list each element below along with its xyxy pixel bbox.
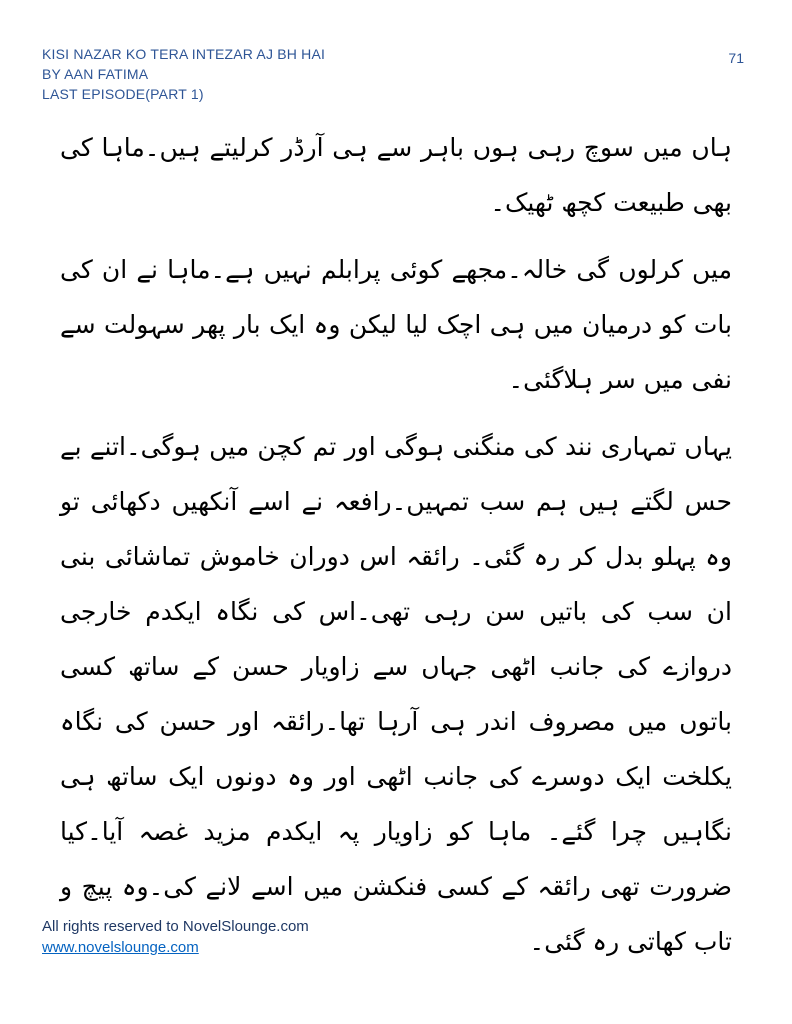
paragraph: یہاں تمہاری نند کی منگنی ہوگی اور تم کچن میں ہوگی۔اتنے بے حس لگتے ہیں ہم سب تمہیں۔رافعہ نے اسے آنکھیں دکھائی تو وہ پہلو بدل کر رہ گئی۔ رائقہ اس دوران خاموش تماشائی بنی ان سب کی باتیں سن رہی تھی۔اس کی نگاہ ایکدم خارجی دروازے کی جانب اٹھی جہاں سے زاویار حسن کے ساتھ کسی باتوں میں مصروف اندر ہی آرہا تھا۔رائقہ اور حسن کی نگاہ یکلخت ایک دوسرے کی جانب اٹھی اور وہ دونوں ایک ساتھ ہی نگاہیں چرا گئے۔ ماہا کو زاویار پہ ایکدم مزید غصہ آیا۔کیا ضرورت تھی رائقہ کے کسی فنکشن میں اسے لانے کی۔وہ پیچ و تاب کھاتی رہ گئی۔ xyxy=(60,432,732,956)
novel-title: KISI NAZAR KO TERA INTEZAR AJ BH HAI xyxy=(42,46,326,62)
author-line: BY AAN FATIMA xyxy=(42,66,149,82)
document-footer xyxy=(42,916,309,958)
paragraph: ہاں میں سوچ رہی ہوں باہر سے ہی آرڈر کرلیتے ہیں۔ماہا کی بھی طبیعت کچھ ٹھیک۔ xyxy=(60,133,732,217)
paragraph: میں کرلوں گی خالہ۔مجھے کوئی پرابلم نہیں ہے۔ماہا نے ان کی بات کو درمیان میں ہی اچک لیا لیکن وہ ایک بار پھر سہولت سے نفی میں سر ہلاگئی۔ xyxy=(60,255,732,394)
copyright-text: All rights reserved to NovelSlounge.com xyxy=(42,918,309,935)
document-body xyxy=(60,120,732,981)
page-number: 71 xyxy=(728,50,744,66)
document-header xyxy=(42,44,325,104)
episode-label: LAST EPISODE(PART 1) xyxy=(42,86,204,102)
website-link[interactable]: www.novelslounge.com xyxy=(42,939,199,956)
